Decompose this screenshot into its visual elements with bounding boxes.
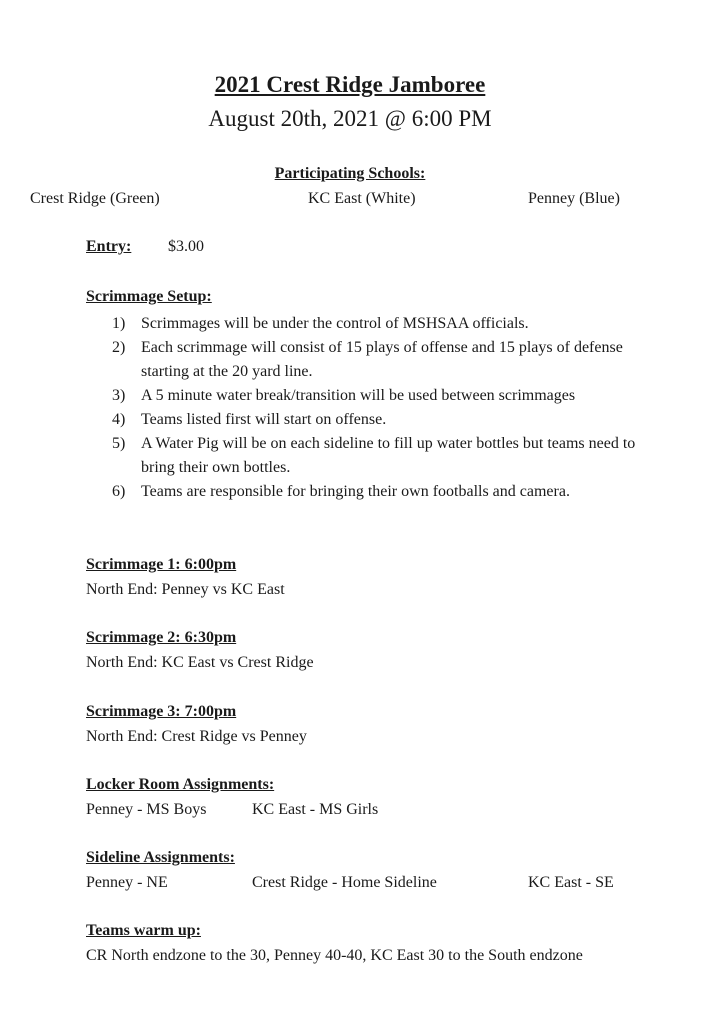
locker-penney: Penney - MS Boys	[86, 801, 207, 818]
scrimmage-2-heading: Scrimmage 2: 6:30pm	[86, 629, 237, 646]
rule-text: Teams listed first will start on offense.	[141, 411, 387, 428]
school-crest-ridge: Crest Ridge (Green)	[30, 190, 160, 207]
rule-number: 3)	[112, 387, 126, 404]
rule-item	[86, 384, 656, 408]
rule-item	[86, 336, 656, 384]
scrimmage-rules-list	[86, 312, 656, 504]
scrimmage-3-heading: Scrimmage 3: 7:00pm	[86, 703, 237, 720]
scrimmage-3-detail: North End: Crest Ridge vs Penney	[86, 728, 307, 745]
rule-text: A Water Pig will be on each sideline to fill up water bottles but teams need to bring their own bottles.	[141, 435, 636, 476]
rule-number: 1)	[112, 315, 126, 332]
warm-up-heading: Teams warm up:	[86, 922, 201, 939]
rule-number: 4)	[112, 411, 126, 428]
rule-item	[86, 312, 656, 336]
rule-text: Each scrimmage will consist of 15 plays of offense and 15 plays of defense starting at the 20 yard line.	[141, 339, 623, 380]
rule-number: 2)	[112, 339, 126, 356]
sideline-penney: Penney - NE	[86, 874, 168, 891]
rule-text: Scrimmages will be under the control of MSHSAA officials.	[141, 315, 529, 332]
sideline-kc-east: KC East - SE	[528, 874, 614, 891]
scrimmage-setup-heading: Scrimmage Setup:	[86, 288, 212, 305]
locker-kc-east: KC East - MS Girls	[252, 801, 379, 818]
school-kc-east: KC East (White)	[308, 190, 416, 207]
rule-number: 6)	[112, 483, 126, 500]
document-title: 2021 Crest Ridge Jamboree	[214, 72, 486, 97]
participating-schools-heading: Participating Schools:	[274, 165, 426, 182]
rule-text: A 5 minute water break/transition will be used between scrimmages	[141, 387, 576, 404]
scrimmage-1-detail: North End: Penney vs KC East	[86, 581, 285, 598]
rule-text: Teams are responsible for bringing their own footballs and camera.	[141, 483, 570, 500]
scrimmage-1-heading: Scrimmage 1: 6:00pm	[86, 556, 237, 573]
event-date: August 20th, 2021 @ 6:00 PM	[208, 106, 492, 131]
sideline-heading: Sideline Assignments:	[86, 849, 235, 866]
entry-label: Entry:	[86, 238, 132, 255]
sideline-crest-ridge: Crest Ridge - Home Sideline	[252, 874, 437, 891]
rule-number: 5)	[112, 435, 126, 452]
school-penney: Penney (Blue)	[528, 190, 620, 207]
scrimmage-2-detail: North End: KC East vs Crest Ridge	[86, 654, 314, 671]
entry-value: $3.00	[168, 238, 204, 255]
locker-room-heading: Locker Room Assignments:	[86, 776, 275, 793]
warm-up-detail: CR North endzone to the 30, Penney 40-40, KC East 30 to the South endzone	[86, 947, 583, 964]
rule-item	[86, 408, 656, 432]
rule-item	[86, 432, 656, 480]
rule-item	[86, 480, 656, 504]
